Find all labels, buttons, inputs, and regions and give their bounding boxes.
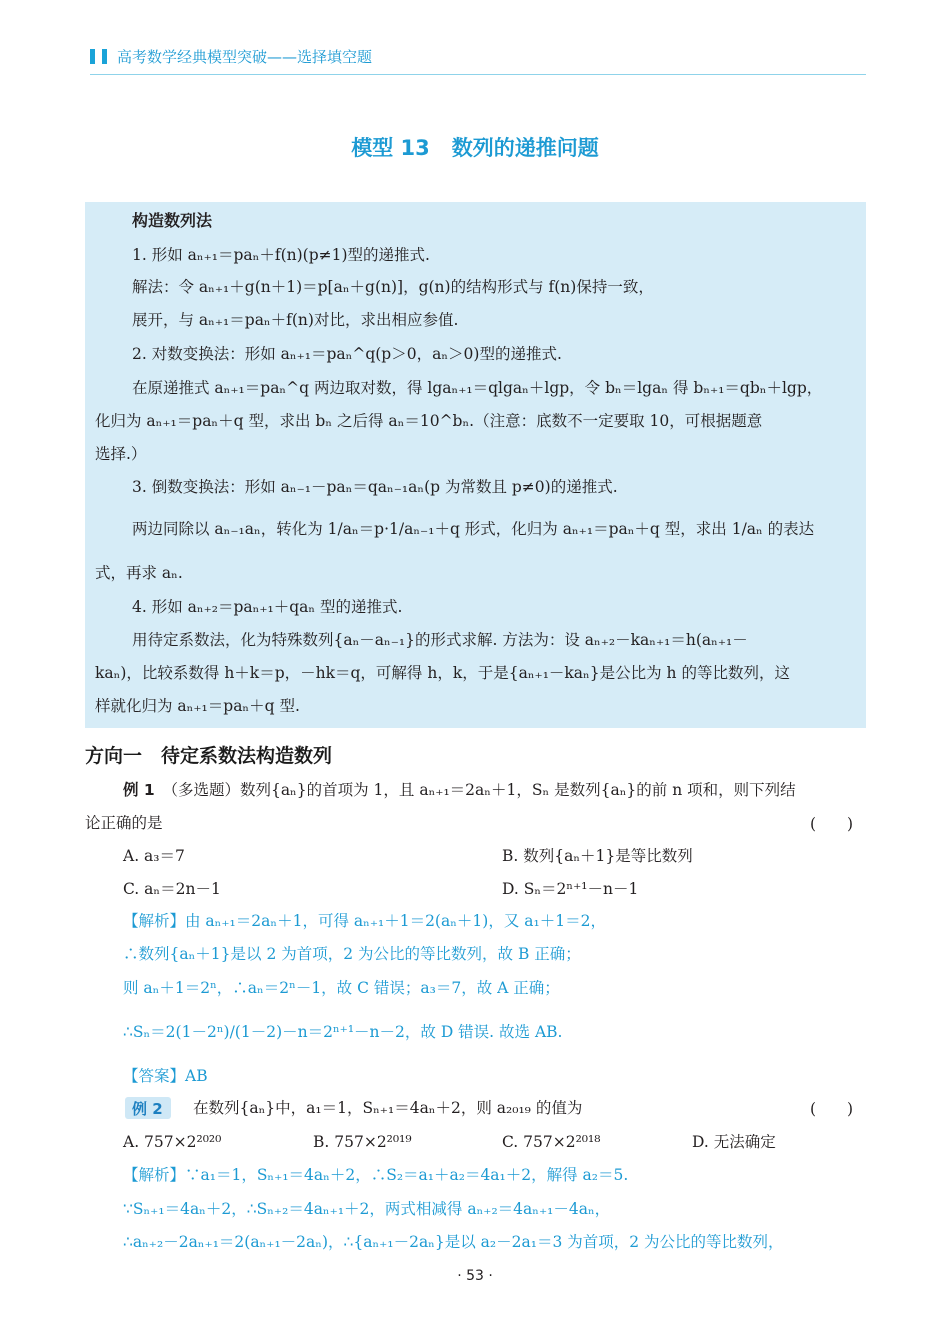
model-name: 数列的递推问题 <box>451 136 599 160</box>
example2-question: 在数列{aₙ}中，a₁＝1，Sₙ₊₁＝4aₙ＋2，则 a₂₀₁₉ 的值为 <box>193 1099 583 1117</box>
method-line: 3. 倒数变换法：形如 aₙ₋₁－paₙ＝qaₙ₋₁aₙ(p 为常数且 p≠0)的递推式. <box>132 478 618 496</box>
example2-option-a: A. 757×2²⁰²⁰ <box>123 1133 222 1151</box>
example1-question-line1: （多选题）数列{aₙ}的首项为 1，且 aₙ₊₁＝2aₙ＋1，Sₙ 是数列{aₙ}的前 n 项和，则下列结 <box>170 781 796 799</box>
page-number: · 53 · <box>457 1268 493 1284</box>
method-line: 1. 形如 aₙ₊₁＝paₙ＋f(n)(p≠1)型的递推式. <box>132 246 430 264</box>
running-header <box>90 44 866 75</box>
method-line: 4. 形如 aₙ₊₂＝paₙ₊₁＋qaₙ 型的递推式. <box>132 598 403 616</box>
example2-analysis-line: ∵Sₙ₊₁＝4aₙ＋2，∴Sₙ₊₂＝4aₙ₊₁＋2，两式相减得 aₙ₊₂＝4aₙ₊₁－4aₙ， <box>123 1200 611 1218</box>
example1-analysis-line: 【解析】由 aₙ₊₁＝2aₙ＋1，可得 aₙ₊₁＋1＝2(aₙ＋1)，又 a₁＋1＝2， <box>123 912 606 930</box>
header-title: 高考数学经典模型突破——选择填空题 <box>117 48 373 66</box>
model-title <box>0 132 950 162</box>
example1-option-b: B. 数列{aₙ＋1}是等比数列 <box>502 847 693 865</box>
example1-label: 例 1 <box>123 781 155 799</box>
example2-badge <box>125 1097 171 1119</box>
header-bar-icon <box>90 49 95 64</box>
method-line: kaₙ)，比较系数得 h＋k＝p，－hk＝q，可解得 h，k，于是{aₙ₊₁－kaₙ}是公比为 h 的等比数列，这 <box>95 664 790 682</box>
model-number: 模型 13 <box>351 136 430 160</box>
example2-option-c: C. 757×2²⁰¹⁸ <box>502 1133 601 1151</box>
method-line: 样就化归为 aₙ₊₁＝paₙ＋q 型. <box>95 697 300 715</box>
example1-option-d: D. Sₙ＝2ⁿ⁺¹－n－1 <box>502 880 639 898</box>
method-line: 式，再求 aₙ. <box>95 564 183 582</box>
example2-option-b: B. 757×2²⁰¹⁹ <box>313 1133 412 1151</box>
method-line: 用待定系数法，化为特殊数列{aₙ－aₙ₋₁}的形式求解. 方法为：设 aₙ₊₂－kaₙ₊₁＝h(aₙ₊₁－ <box>132 631 748 649</box>
example1-option-a: A. a₃＝7 <box>123 847 185 865</box>
example2-option-d: D. 无法确定 <box>692 1133 776 1151</box>
example1-question <box>123 779 796 801</box>
example1-analysis-line: ∴Sₙ＝2(1－2ⁿ)/(1－2)－n＝2ⁿ⁺¹－n－2，故 D 错误. 故选 AB. <box>123 1023 563 1041</box>
method-line: 选择.） <box>95 445 147 463</box>
header-bar-icon <box>102 49 107 64</box>
section-title: 方向一 待定系数法构造数列 <box>85 745 333 767</box>
example1-question-line2: 论正确的是 <box>85 814 163 832</box>
method-line: 在原递推式 aₙ₊₁＝paₙ^q 两边取对数，得 lgaₙ₊₁＝qlgaₙ＋lgp，令 bₙ＝lgaₙ 得 bₙ₊₁＝qbₙ＋lgp， <box>132 379 823 397</box>
method-line: 化归为 aₙ₊₁＝paₙ＋q 型，求出 bₙ 之后得 aₙ＝10^bₙ.（注意：底数不一定要取 10，可根据题意 <box>95 412 763 430</box>
method-line: 展开，与 aₙ₊₁＝paₙ＋f(n)对比，求出相应参值. <box>132 311 459 329</box>
example2-label: 例 2 <box>132 1100 163 1118</box>
example1-answer: 【答案】AB <box>123 1067 208 1085</box>
example1-analysis-line: 则 aₙ＋1＝2ⁿ，∴aₙ＝2ⁿ－1，故 C 错误；a₃＝7，故 A 正确； <box>123 979 560 997</box>
example1-option-c: C. aₙ＝2n－1 <box>123 880 221 898</box>
example1-answer-bracket: ( ) <box>810 815 854 833</box>
method-line: 2. 对数变换法：形如 aₙ₊₁＝paₙ^q(p＞0，aₙ＞0)型的递推式. <box>132 345 562 363</box>
method-line: 两边同除以 aₙ₋₁aₙ，转化为 1/aₙ＝p·1/aₙ₋₁＋q 形式，化归为 aₙ₊₁＝paₙ＋q 型，求出 1/aₙ 的表达 <box>132 520 815 538</box>
example1-analysis-line: ∴数列{aₙ＋1}是以 2 为首项，2 为公比的等比数列，故 B 正确； <box>123 945 581 963</box>
example2-analysis-line: 【解析】∵a₁＝1，Sₙ₊₁＝4aₙ＋2，∴S₂＝a₁＋a₂＝4a₁＋2，解得 a₂＝5. <box>123 1166 629 1184</box>
example2-answer-bracket: ( ) <box>810 1100 854 1118</box>
method-line: 解法：令 aₙ₊₁＋g(n＋1)＝p[aₙ＋g(n)]，g(n)的结构形式与 f(n)保持一致， <box>132 278 654 296</box>
example2-analysis-line: ∴aₙ₊₂－2aₙ₊₁＝2(aₙ₊₁－2aₙ)，∴{aₙ₊₁－2aₙ}是以 a₂－2a₁＝3 为首项，2 为公比的等比数列， <box>123 1233 784 1251</box>
method-heading: 构造数列法 <box>132 211 213 230</box>
